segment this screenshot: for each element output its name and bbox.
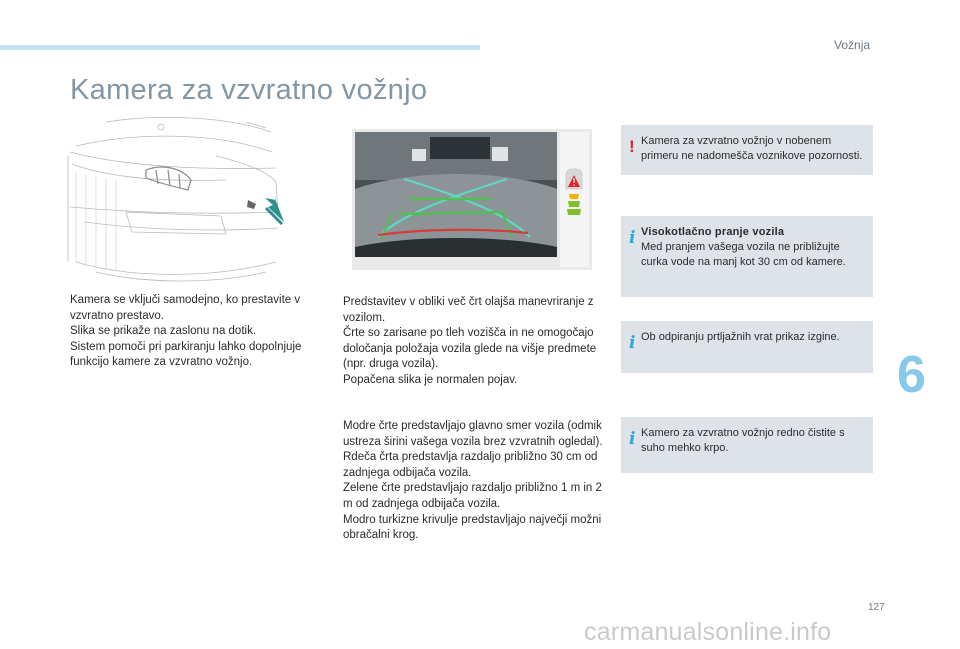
info-icon: i (629, 228, 636, 248)
warning-icon: ! (629, 137, 635, 156)
washing-note-body (641, 225, 865, 270)
lines-meaning-paragraph: Rdeča črta predstavlja razdaljo približno 30 cm od zadnjega odbijača vozila. (343, 451, 598, 479)
intro-paragraph: Kamera se vključi samodejno, ko prestavite v vzvratno prestavo. (70, 294, 301, 322)
intro-text (70, 293, 320, 371)
cleaning-note-text: Kamero za vzvratno vožnjo redno čistite s suho mehko krpo. (641, 427, 845, 454)
lines-intro-paragraph: Črte so zarisane po tleh vozišča in ne omogočajo določanja položaja vozila glede na višje predmete (npr. druga vozila). (343, 327, 597, 371)
intro-paragraph: Sistem pomoči pri parkiranju lahko dopolnjuje funkcijo kamere za vzvratno vožnjo. (70, 340, 302, 369)
info-icon: i (629, 429, 636, 449)
washing-note-title: Visokotlačno pranje vozila (641, 226, 785, 238)
lines-intro-text (343, 295, 603, 389)
chapter-number: 6 (897, 346, 926, 404)
top-accent-bar (0, 45, 480, 50)
lines-meaning-text (343, 419, 603, 544)
info-icon: i (629, 333, 636, 353)
watermark: carmanualsonline.info (584, 618, 832, 646)
trunk-note-text: Ob odpiranju prtljažnih vrat prikaz izgine. (641, 331, 840, 343)
lines-meaning-paragraph: Modre črte predstavljajo glavno smer vozila (odmik ustreza širini vašega vozila brez vzvratnih ogledal). (343, 420, 603, 448)
warning-note-text: Kamera za vzvratno vožnjo v nobenem primeru ne nadomešča voznikove pozornosti. (641, 135, 863, 162)
camera-view-illustration (352, 129, 592, 270)
washing-note (621, 216, 873, 297)
lines-meaning-paragraph: Zelene črte predstavljajo razdaljo približno 1 m in 2 m od zadnjega odbijača vozila. (343, 482, 602, 510)
page-number: 127 (868, 602, 885, 613)
warning-note (621, 125, 873, 175)
cleaning-note (621, 417, 873, 473)
page-title: Kamera za vzvratno vožnjo (70, 74, 428, 106)
lines-intro-paragraph: Predstavitev v obliki več črt olajša manevriranje z vozilom. (343, 296, 594, 324)
washing-note-text: Med pranjem vašega vozila ne približujte curka vode na manj kot 30 cm od kamere. (641, 241, 846, 268)
section-title: Vožnja (834, 38, 871, 52)
lines-intro-paragraph: Popačena slika je normalen pojav. (343, 373, 518, 386)
intro-paragraph: Slika se prikaže na zaslonu na dotik. (70, 325, 257, 338)
trunk-note (621, 321, 873, 373)
lines-meaning-paragraph: Modro turkizne krivulje predstavljajo največji možni obračalni krog. (343, 513, 602, 542)
car-rear-illustration (66, 112, 286, 286)
